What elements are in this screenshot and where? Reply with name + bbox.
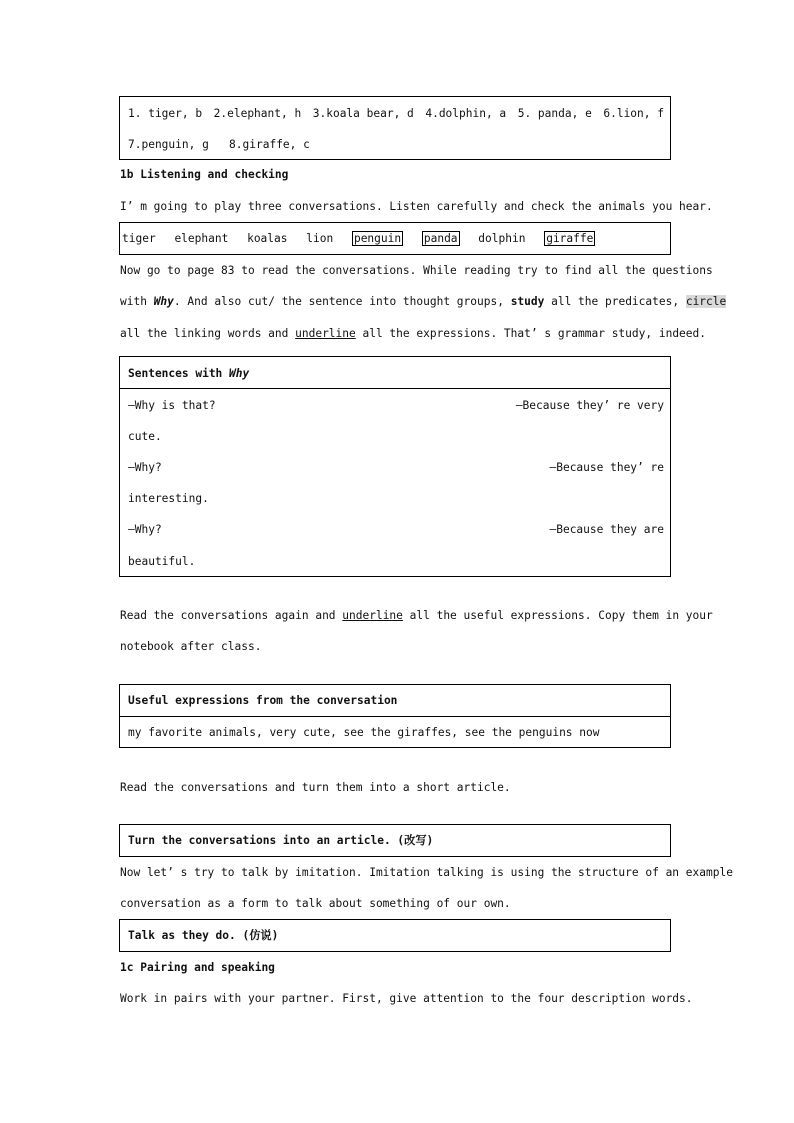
answer-continuation: cute. xyxy=(128,430,162,443)
why-row-3 xyxy=(128,523,664,537)
animals-box xyxy=(119,222,671,255)
text: all the linking words and xyxy=(120,327,296,340)
article-box-label: Turn the conversations into an article. (改写) xyxy=(128,834,434,847)
reread-instruction-line-1 xyxy=(120,609,713,623)
text: Read the conversations again and xyxy=(120,609,343,622)
article-box xyxy=(119,824,671,857)
animals-list xyxy=(122,232,607,246)
text: with xyxy=(120,295,154,308)
reread-instruction-line-2: notebook after class. xyxy=(120,640,262,653)
answer: —Because they are xyxy=(549,523,664,536)
useful-table-header: Useful expressions from the conversation xyxy=(128,694,398,707)
why-row-2 xyxy=(128,461,664,475)
answer-item: 2.elephant, h xyxy=(213,107,302,120)
section-1c-heading: 1c Pairing and speaking xyxy=(120,961,275,974)
question: —Why is that? xyxy=(128,399,216,412)
imitation-instruction-line-2: conversation as a form to talk about something of our own. xyxy=(120,897,511,910)
answer-item: 1. tiger, b xyxy=(128,107,203,120)
animal-elephant[interactable]: elephant xyxy=(174,232,229,245)
text: . And also cut/ the sentence into thought groups, xyxy=(173,295,511,308)
answer-item: 7.penguin, g xyxy=(128,138,209,151)
animal-koalas[interactable]: koalas xyxy=(247,232,288,245)
why-keyword: Why xyxy=(229,367,250,380)
answer-box xyxy=(119,96,671,160)
why-table xyxy=(119,356,671,577)
text: Sentences with xyxy=(128,367,230,380)
reading-instruction-line-2 xyxy=(120,295,727,309)
animal-penguin-checked[interactable]: penguin xyxy=(353,232,402,245)
answer-item: 8.giraffe, c xyxy=(229,138,310,151)
underline-keyword: underline xyxy=(342,609,403,622)
why-row-1 xyxy=(128,399,664,413)
answer-item: 6.lion, f xyxy=(603,107,664,120)
underline-keyword: underline xyxy=(295,327,356,340)
answer-line-2 xyxy=(128,138,310,152)
answer-item: 5. panda, e xyxy=(517,107,592,120)
talk-box-label: Talk as they do. (仿说) xyxy=(128,929,279,942)
why-keyword: Why xyxy=(153,295,174,308)
imitation-instruction-line-1: Now let’ s try to talk by imitation. Imitation talking is using the structure of an example xyxy=(120,866,733,879)
reading-instruction-line-3 xyxy=(120,327,706,341)
table-divider xyxy=(120,716,670,717)
circle-keyword-highlight: circle xyxy=(685,295,727,308)
text: all the predicates, xyxy=(544,295,686,308)
answer-item: 3.koala bear, d xyxy=(312,107,414,120)
talk-box xyxy=(119,919,671,952)
table-divider xyxy=(120,388,670,389)
answer: —Because they’ re very xyxy=(515,399,664,412)
animal-giraffe-checked[interactable]: giraffe xyxy=(546,232,594,245)
reading-instruction-line-1: Now go to page 83 to read the conversations. While reading try to find all the questions xyxy=(120,264,713,277)
animal-panda-checked[interactable]: panda xyxy=(423,232,458,245)
useful-expressions-table xyxy=(119,684,671,748)
text: all the useful expressions. Copy them in your xyxy=(402,609,713,622)
question: —Why? xyxy=(128,461,162,474)
answer-line-1 xyxy=(128,107,664,121)
useful-table-content: my favorite animals, very cute, see the giraffes, see the penguins now xyxy=(128,726,600,739)
study-keyword: study xyxy=(510,295,545,308)
why-table-header xyxy=(128,367,249,381)
animal-dolphin[interactable]: dolphin xyxy=(478,232,526,245)
answer: —Because they’ re xyxy=(549,461,664,474)
answer-continuation: beautiful. xyxy=(128,555,196,568)
answer-item: 4.dolphin, a xyxy=(425,107,507,120)
section-1c-instruction: Work in pairs with your partner. First, give attention to the four description words. xyxy=(120,992,693,1005)
question: —Why? xyxy=(128,523,162,536)
article-instruction: Read the conversations and turn them into a short article. xyxy=(120,781,511,794)
animal-tiger[interactable]: tiger xyxy=(122,232,156,245)
section-1b-instruction: I’ m going to play three conversations. Listen carefully and check the animals you hear. xyxy=(120,200,713,213)
text: all the expressions. That’ s grammar study, indeed. xyxy=(355,327,706,340)
section-1b-heading: 1b Listening and checking xyxy=(120,168,289,181)
answer-continuation: interesting. xyxy=(128,492,209,505)
animal-lion[interactable]: lion xyxy=(306,232,334,245)
